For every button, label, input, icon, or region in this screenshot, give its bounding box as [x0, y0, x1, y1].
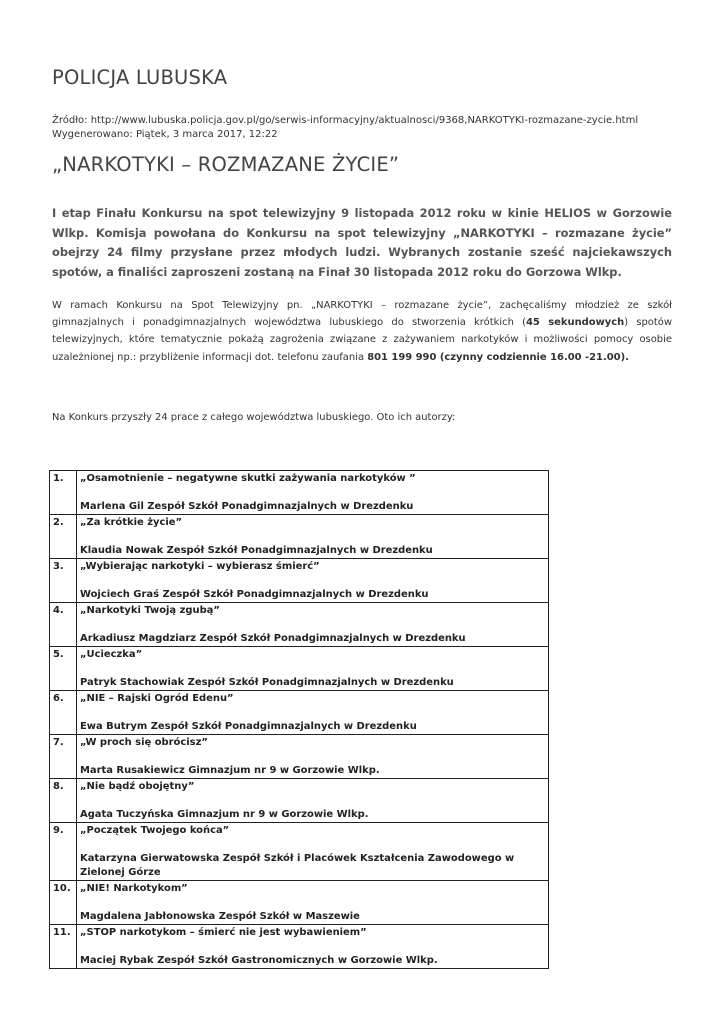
entry-author: Ewa Butrym Zespół Szkół Ponadgimnazjalnych w Drezdenku [80, 721, 417, 732]
entry-author: Arkadiusz Magdziarz Zespół Szkół Ponadgimnazjalnych w Drezdenku [80, 633, 466, 644]
entry-number: 6. [50, 691, 77, 735]
table-row [50, 925, 549, 969]
entry-author: Patryk Stachowiak Zespół Szkół Ponadgimnazjalnych w Drezdenku [80, 677, 454, 688]
body-text-part2: ) spotów telewizyjnych, które tematycznie pokażą zagrożenia związane z zażywaniem narkotyków i możliwości pomocy osobie uzależnionej np.: przybliżenie informacji dot. telefonu zaufania [52, 317, 672, 363]
entry-number: 4. [50, 603, 77, 647]
entry-cell [77, 735, 549, 779]
entry-number: 10. [50, 881, 77, 925]
entry-title: „Za krótkie życie” [80, 517, 183, 528]
entry-title: „Początek Twojego końca” [80, 825, 230, 836]
entry-cell [77, 691, 549, 735]
site-title: POLICJA LUBUSKA [52, 66, 228, 89]
entry-cell [77, 881, 549, 925]
body-paragraph [52, 297, 672, 366]
entry-cell [77, 823, 549, 881]
entry-cell [77, 925, 549, 969]
entry-number: 11. [50, 925, 77, 969]
entry-author: Magdalena Jabłonowska Zespół Szkół w Maszewie [80, 911, 360, 922]
entry-title: „Nie bądź obojętny” [80, 781, 195, 792]
entry-number: 9. [50, 823, 77, 881]
table-row [50, 647, 549, 691]
entry-title: „NIE! Narkotykom” [80, 883, 188, 894]
entry-number: 1. [50, 471, 77, 515]
entry-number: 2. [50, 515, 77, 559]
entry-number: 8. [50, 779, 77, 823]
entry-author: Katarzyna Gierwatowska Zespół Szkół i Placówek Kształcenia Zawodowego w Zielonej Górze [80, 853, 515, 878]
entry-author: Agata Tuczyńska Gimnazjum nr 9 w Gorzowie Wlkp. [80, 809, 369, 820]
entry-title: „NIE – Rajski Ogród Edenu” [80, 693, 234, 704]
entry-number: 7. [50, 735, 77, 779]
entry-author: Maciej Rybak Zespół Szkół Gastronomicznych w Gorzowie Wlkp. [80, 955, 438, 966]
table-row [50, 823, 549, 881]
table-row [50, 691, 549, 735]
body-text-part1: W ramach Konkursu na Spot Telewizyjny pn. „NARKOTYKI – rozmazane życie”, zachęcaliśmy młodzież ze szkół gimnazjalnych i ponadgimnazjalnych województwa lubuskiego do stworzenia krótkich ( [52, 300, 672, 329]
table-row [50, 779, 549, 823]
authors-intro: Na Konkurs przyszły 24 prace z całego województwa lubuskiego. Oto ich autorzy: [52, 412, 456, 423]
entry-cell [77, 515, 549, 559]
entry-author: Klaudia Nowak Zespół Szkół Ponadgimnazjalnych w Drezdenku [80, 545, 433, 556]
entry-author: Marta Rusakiewicz Gimnazjum nr 9 w Gorzowie Wlkp. [80, 765, 380, 776]
entry-title: „Wybierając narkotyki – wybierasz śmierć” [80, 561, 320, 572]
entry-number: 5. [50, 647, 77, 691]
entry-cell [77, 603, 549, 647]
entry-author: Wojciech Graś Zespół Szkół Ponadgimnazjalnych w Drezdenku [80, 589, 429, 600]
body-bold-phone: 801 199 990 (czynny codziennie 16.00 -21.00). [367, 351, 629, 363]
table-row [50, 559, 549, 603]
body-bold-duration: 45 sekundowych [525, 317, 625, 329]
entry-cell [77, 559, 549, 603]
table-row [50, 735, 549, 779]
entry-title: „Narkotyki Twoją zgubą” [80, 605, 220, 616]
source-line: Źródło: http://www.lubuska.policja.gov.pl/go/serwis-informacyjny/aktualnosci/9368,NARKOTYKI-rozmazane-zycie.html [52, 115, 639, 126]
article-title: „NARKOTYKI – ROZMAZANE ŻYCIE” [52, 153, 400, 176]
generated-line: Wygenerowano: Piątek, 3 marca 2017, 12:22 [52, 129, 278, 140]
table-row [50, 881, 549, 925]
table-row [50, 515, 549, 559]
entry-cell [77, 779, 549, 823]
entry-title: „Ucieczka” [80, 649, 143, 660]
entry-title: „W proch się obrócisz” [80, 737, 208, 748]
entry-author: Marlena Gil Zespół Szkół Ponadgimnazjalnych w Drezdenku [80, 501, 414, 512]
entries-table [49, 470, 549, 969]
document-meta [52, 114, 638, 142]
entry-cell [77, 647, 549, 691]
entry-title: „Osamotnienie – negatywne skutki zażywania narkotyków ” [80, 473, 416, 484]
entry-cell [77, 471, 549, 515]
table-row [50, 603, 549, 647]
entry-title: „STOP narkotykom – śmierć nie jest wybawieniem” [80, 927, 367, 938]
entry-number: 3. [50, 559, 77, 603]
lead-paragraph: I etap Finału Konkursu na spot telewizyjny 9 listopada 2012 roku w kinie HELIOS w Gorzowie Wlkp. Komisja powołana do Konkursu na spot telewizyjny „NARKOTYKI – rozmazane życie” obejrzy 24 filmy przysłane przez młodych ludzi. Wybranych zostanie sześć najciekawszych spotów, a finaliści zaproszeni zostaną na Finał 30 listopada 2012 roku do Gorzowa Wlkp. [52, 206, 672, 280]
table-row [50, 471, 549, 515]
